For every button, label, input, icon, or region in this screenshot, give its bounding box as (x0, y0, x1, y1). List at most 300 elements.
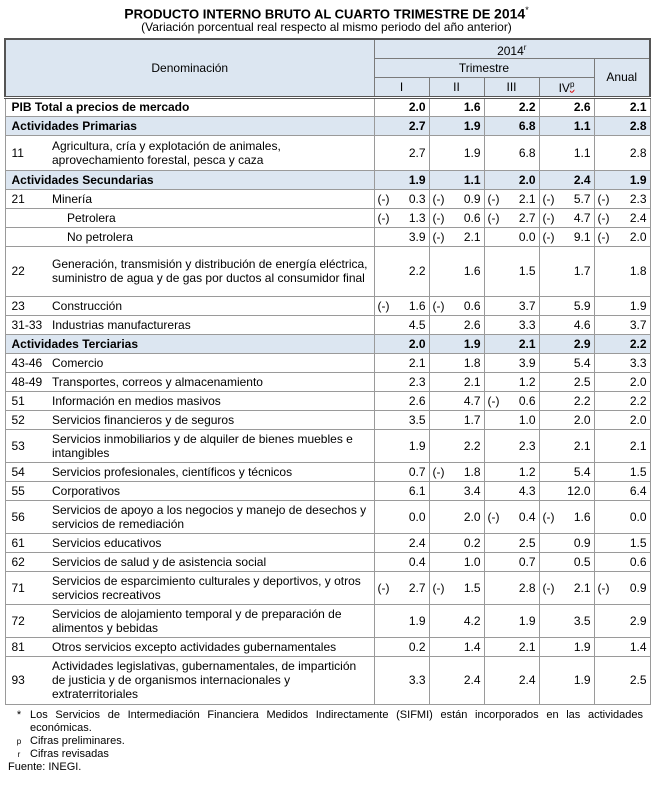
cell-value: 2.7 (408, 145, 426, 160)
cell-q3 (484, 481, 539, 500)
table-row (5, 135, 650, 170)
cell-value: 2.1 (573, 438, 591, 453)
cell-value: 0.6 (518, 393, 536, 408)
table-row (5, 552, 650, 571)
cell-anual (594, 170, 650, 189)
row-name: Actividades Terciarias (5, 334, 374, 353)
row-code: 23 (5, 296, 49, 315)
cell-q1 (374, 571, 429, 604)
cell-anual (594, 429, 650, 462)
cell-q4 (539, 208, 594, 227)
cell-value: 1.7 (463, 412, 481, 427)
table-row (5, 116, 650, 135)
cell-value: 4.5 (408, 317, 426, 332)
table-row (5, 227, 650, 246)
cell-q1 (374, 246, 429, 296)
negative-marker: (-) (542, 509, 555, 524)
source-note: Fuente: INEGI. (8, 760, 82, 773)
row-name: Agricultura, cría y explotación de animales, aprovechamiento forestal, pesca y caza (49, 135, 374, 170)
row-code (5, 227, 49, 246)
cell-q2 (429, 296, 484, 315)
row-code: 56 (5, 500, 49, 533)
cell-value: 1.9 (463, 118, 481, 133)
negative-marker: (-) (377, 298, 390, 313)
cell-q2 (429, 97, 484, 116)
negative-marker: (-) (487, 191, 500, 206)
cell-value: 2.6 (573, 100, 591, 115)
cell-q3 (484, 410, 539, 429)
cell-q2 (429, 429, 484, 462)
cell-q1 (374, 656, 429, 704)
cell-value: 12.0 (567, 483, 591, 498)
negative-marker: (-) (597, 229, 610, 244)
cell-q1 (374, 170, 429, 189)
cell-anual (594, 656, 650, 704)
row-code: 93 (5, 656, 49, 704)
header-denominacion: Denominación (5, 39, 374, 97)
cell-value: 1.9 (463, 145, 481, 160)
cell-value: 2.2 (629, 336, 647, 351)
cell-q2 (429, 656, 484, 704)
cell-q3 (484, 135, 539, 170)
cell-anual (594, 208, 650, 227)
table-header (5, 39, 650, 97)
cell-q4 (539, 533, 594, 552)
row-code: 55 (5, 481, 49, 500)
cell-q3 (484, 552, 539, 571)
row-name: Servicios educativos (49, 533, 374, 552)
cell-q3 (484, 391, 539, 410)
cell-q4 (539, 246, 594, 296)
table-row (5, 170, 650, 189)
row-name: Petrolera (49, 208, 374, 227)
row-code (5, 208, 49, 227)
negative-marker: (-) (487, 393, 500, 408)
cell-q4 (539, 227, 594, 246)
cell-anual (594, 552, 650, 571)
cell-anual (594, 500, 650, 533)
cell-value: 2.8 (518, 580, 536, 595)
cell-value: 2.2 (573, 393, 591, 408)
cell-value: 1.9 (573, 673, 591, 688)
cell-value: 0.7 (408, 464, 426, 479)
cell-value: 0.9 (463, 191, 481, 206)
row-name: Información en medios masivos (49, 391, 374, 410)
cell-q2 (429, 481, 484, 500)
row-code: 31-33 (5, 315, 49, 334)
table-body (5, 97, 650, 704)
table-row (5, 246, 650, 296)
cell-q2 (429, 135, 484, 170)
negative-marker: (-) (542, 580, 555, 595)
row-code: 48-49 (5, 372, 49, 391)
cell-value: 2.6 (463, 317, 481, 332)
cell-anual (594, 97, 650, 116)
cell-q4 (539, 656, 594, 704)
cell-value: 1.1 (573, 145, 591, 160)
cell-q1 (374, 410, 429, 429)
row-name: Servicios financieros y de seguros (49, 410, 374, 429)
cell-q1 (374, 334, 429, 353)
header-q4: $IV^p$ (539, 77, 594, 97)
cell-value: 0.0 (408, 509, 426, 524)
negative-marker: (-) (432, 191, 445, 206)
cell-value: 0.4 (408, 554, 426, 569)
cell-q2 (429, 353, 484, 372)
cell-value: 2.5 (573, 374, 591, 389)
cell-q4 (539, 372, 594, 391)
cell-value: 3.5 (573, 613, 591, 628)
row-name: Actividades legislativas, gubernamentales, de impartición de justicia y de organismos internacionales y extraterritoriales (49, 656, 374, 704)
table-row (5, 296, 650, 315)
negative-marker: (-) (377, 580, 390, 595)
cell-anual (594, 334, 650, 353)
cell-value: 0.6 (629, 554, 647, 569)
cell-q2 (429, 170, 484, 189)
row-name: Servicios de salud y de asistencia social (49, 552, 374, 571)
cell-value: 1.6 (463, 100, 481, 115)
cell-anual (594, 135, 650, 170)
title-year: 2014 (494, 5, 526, 22)
row-name: Comercio (49, 353, 374, 372)
cell-value: 1.9 (408, 438, 426, 453)
row-name: Generación, transmisión y distribución de energía eléctrica, suministro de agua y de gas por ductos al consumidor final (49, 246, 374, 296)
cell-value: 2.0 (408, 100, 426, 115)
cell-q4 (539, 481, 594, 500)
negative-marker: (-) (432, 580, 445, 595)
cell-value: 3.7 (629, 317, 647, 332)
cell-value: 2.0 (629, 374, 647, 389)
cell-q2 (429, 500, 484, 533)
cell-value: 2.1 (629, 100, 647, 115)
cell-value: 0.2 (408, 639, 426, 654)
cell-anual (594, 571, 650, 604)
cell-value: 1.9 (408, 172, 426, 187)
cell-value: 1.1 (463, 172, 481, 187)
cell-value: 1.1 (573, 118, 591, 133)
cell-q1 (374, 315, 429, 334)
cell-q3 (484, 571, 539, 604)
cell-value: 2.1 (463, 374, 481, 389)
cell-anual (594, 227, 650, 246)
table-row (5, 353, 650, 372)
cell-value: 0.6 (463, 298, 481, 313)
cell-value: 1.4 (629, 639, 647, 654)
cell-q3 (484, 227, 539, 246)
cell-value: 9.1 (573, 229, 591, 244)
footnote-text: Los Servicios de Intermediación Financiera Medidos Indirectamente (SIFMI) están incorporados en las actividades económicas. (30, 708, 643, 734)
cell-value: 3.5 (408, 412, 426, 427)
table-row (5, 500, 650, 533)
cell-value: 1.6 (408, 298, 426, 313)
cell-q1 (374, 391, 429, 410)
cell-q2 (429, 552, 484, 571)
cell-value: 2.7 (518, 210, 536, 225)
cell-value: 3.9 (518, 355, 536, 370)
cell-q3 (484, 116, 539, 135)
cell-q2 (429, 533, 484, 552)
cell-q4 (539, 315, 594, 334)
cell-value: 3.3 (629, 355, 647, 370)
cell-q2 (429, 372, 484, 391)
title-mark: * (525, 5, 529, 15)
header-trimestre: Trimestre (374, 58, 594, 77)
cell-q1 (374, 372, 429, 391)
cell-anual (594, 296, 650, 315)
header-q1: I (374, 77, 429, 97)
cell-value: 0.3 (408, 191, 426, 206)
cell-value: 4.6 (573, 317, 591, 332)
negative-marker: (-) (597, 210, 610, 225)
cell-value: 2.4 (518, 673, 536, 688)
cell-q3 (484, 429, 539, 462)
cell-anual (594, 391, 650, 410)
cell-value: 2.2 (408, 264, 426, 279)
cell-value: 2.4 (408, 535, 426, 550)
cell-value: 6.4 (629, 483, 647, 498)
footnote-mark: r (17, 749, 21, 759)
cell-value: 1.5 (629, 535, 647, 550)
cell-q3 (484, 604, 539, 637)
table-row (5, 481, 650, 500)
cell-value: 2.3 (518, 438, 536, 453)
cell-q4 (539, 296, 594, 315)
cell-value: 0.4 (518, 509, 536, 524)
negative-marker: (-) (597, 191, 610, 206)
table-row (5, 189, 650, 208)
cell-value: 2.2 (629, 393, 647, 408)
cell-value: 5.4 (573, 464, 591, 479)
cell-q1 (374, 604, 429, 637)
table-row (5, 462, 650, 481)
cell-value: 1.8 (463, 464, 481, 479)
cell-q1 (374, 552, 429, 571)
cell-value: 6.8 (518, 145, 536, 160)
cell-q2 (429, 189, 484, 208)
cell-q3 (484, 637, 539, 656)
table-row (5, 372, 650, 391)
cell-q4 (539, 552, 594, 571)
cell-value: 2.1 (518, 639, 536, 654)
row-name: PIB Total a precios de mercado (5, 97, 374, 116)
cell-q3 (484, 353, 539, 372)
header-q3: III (484, 77, 539, 97)
cell-q3 (484, 372, 539, 391)
cell-value: 5.4 (573, 355, 591, 370)
negative-marker: (-) (377, 191, 390, 206)
cell-value: 2.5 (518, 535, 536, 550)
cell-value: 1.9 (629, 298, 647, 313)
cell-value: 1.4 (463, 639, 481, 654)
cell-value: 0.2 (463, 535, 481, 550)
cell-anual (594, 604, 650, 637)
cell-q3 (484, 334, 539, 353)
footnote (8, 748, 643, 761)
cell-value: 1.2 (518, 374, 536, 389)
row-code: 43-46 (5, 353, 49, 372)
cell-q4 (539, 500, 594, 533)
row-name: Servicios de esparcimiento culturales y deportivos, y otros servicios recreativos (49, 571, 374, 604)
cell-q3 (484, 500, 539, 533)
cell-value: 0.6 (463, 210, 481, 225)
cell-q2 (429, 604, 484, 637)
footnote (8, 709, 643, 735)
cell-q1 (374, 135, 429, 170)
cell-q4 (539, 462, 594, 481)
cell-q3 (484, 315, 539, 334)
negative-marker: (-) (542, 210, 555, 225)
cell-value: 2.1 (573, 580, 591, 595)
cell-q4 (539, 189, 594, 208)
cell-value: 2.9 (629, 613, 647, 628)
cell-q3 (484, 170, 539, 189)
row-code: 72 (5, 604, 49, 637)
footnote-text: Cifras revisadas (30, 747, 109, 760)
row-name: Construcción (49, 296, 374, 315)
cell-value: 1.9 (573, 639, 591, 654)
cell-q4 (539, 637, 594, 656)
cell-q4 (539, 353, 594, 372)
cell-value: 4.7 (573, 210, 591, 225)
cell-q1 (374, 353, 429, 372)
cell-value: 3.3 (518, 317, 536, 332)
cell-value: 2.2 (518, 100, 536, 115)
cell-value: 1.9 (518, 613, 536, 628)
cell-value: 3.7 (518, 298, 536, 313)
table-row (5, 391, 650, 410)
table-row (5, 97, 650, 116)
cell-value: 6.1 (408, 483, 426, 498)
cell-q1 (374, 637, 429, 656)
cell-value: 0.0 (629, 509, 647, 524)
cell-value: 2.4 (629, 210, 647, 225)
cell-value: 4.3 (518, 483, 536, 498)
cell-anual (594, 410, 650, 429)
cell-q2 (429, 116, 484, 135)
cell-value: 0.5 (573, 554, 591, 569)
cell-value: 1.9 (463, 336, 481, 351)
cell-q1 (374, 462, 429, 481)
cell-q3 (484, 246, 539, 296)
row-name: Servicios de alojamiento temporal y de preparación de alimentos y bebidas (49, 604, 374, 637)
cell-value: 0.9 (629, 580, 647, 595)
cell-q4 (539, 429, 594, 462)
footnotes (8, 709, 643, 774)
cell-value: 2.2 (463, 438, 481, 453)
cell-anual (594, 189, 650, 208)
footnote (8, 735, 643, 748)
header-anual: Anual (594, 58, 650, 97)
table-row (5, 315, 650, 334)
header-year: 2014$^r$ (374, 39, 650, 58)
cell-q2 (429, 637, 484, 656)
cell-q1 (374, 500, 429, 533)
negative-marker: (-) (487, 210, 500, 225)
cell-q4 (539, 135, 594, 170)
cell-value: 2.8 (629, 145, 647, 160)
cell-q2 (429, 462, 484, 481)
cell-value: 3.9 (408, 229, 426, 244)
cell-value: 1.0 (463, 554, 481, 569)
row-code: 81 (5, 637, 49, 656)
cell-value: 2.1 (408, 355, 426, 370)
row-name: Industrias manufactureras (49, 315, 374, 334)
cell-value: 2.1 (518, 191, 536, 206)
cell-value: 6.8 (518, 118, 536, 133)
table-row (5, 656, 650, 704)
row-code: 53 (5, 429, 49, 462)
cell-value: 3.3 (408, 673, 426, 688)
negative-marker: (-) (432, 229, 445, 244)
row-name: Actividades Primarias (5, 116, 374, 135)
title-cap: P (124, 5, 134, 22)
row-name: Transportes, correos y almacenamiento (49, 372, 374, 391)
row-code: 21 (5, 189, 49, 208)
report-subtitle: (Variación porcentual real respecto al mismo periodo del año anterior) (141, 20, 512, 35)
cell-value: 2.5 (629, 673, 647, 688)
row-code: 11 (5, 135, 49, 170)
row-code: 52 (5, 410, 49, 429)
cell-q3 (484, 97, 539, 116)
cell-value: 0.9 (573, 535, 591, 550)
cell-value: 2.0 (463, 509, 481, 524)
cell-q3 (484, 656, 539, 704)
cell-q1 (374, 116, 429, 135)
cell-anual (594, 637, 650, 656)
cell-q4 (539, 604, 594, 637)
cell-anual (594, 372, 650, 391)
table-row (5, 208, 650, 227)
cell-q4 (539, 571, 594, 604)
footnote-text: Cifras preliminares. (30, 734, 125, 747)
row-code: 61 (5, 533, 49, 552)
table-row (5, 410, 650, 429)
row-code: 51 (5, 391, 49, 410)
cell-q4 (539, 334, 594, 353)
cell-value: 2.0 (573, 412, 591, 427)
cell-q2 (429, 334, 484, 353)
row-name: No petrolera (49, 227, 374, 246)
cell-q2 (429, 246, 484, 296)
cell-value: 2.1 (629, 438, 647, 453)
cell-value: 2.1 (518, 336, 536, 351)
cell-value: 0.7 (518, 554, 536, 569)
table-row (5, 637, 650, 656)
cell-value: 1.5 (629, 464, 647, 479)
cell-q1 (374, 429, 429, 462)
cell-value: 2.3 (408, 374, 426, 389)
row-code: 62 (5, 552, 49, 571)
cell-q3 (484, 462, 539, 481)
cell-q1 (374, 533, 429, 552)
row-name: Corporativos (49, 481, 374, 500)
cell-value: 1.2 (518, 464, 536, 479)
row-name: Actividades Secundarias (5, 170, 374, 189)
cell-value: 1.3 (408, 210, 426, 225)
cell-q2 (429, 315, 484, 334)
cell-value: 2.0 (629, 412, 647, 427)
negative-marker: (-) (432, 298, 445, 313)
cell-q2 (429, 227, 484, 246)
cell-q2 (429, 410, 484, 429)
cell-value: 2.0 (518, 172, 536, 187)
cell-q3 (484, 189, 539, 208)
negative-marker: (-) (432, 210, 445, 225)
cell-q1 (374, 208, 429, 227)
cell-q2 (429, 571, 484, 604)
cell-q4 (539, 97, 594, 116)
cell-value: 1.0 (518, 412, 536, 427)
